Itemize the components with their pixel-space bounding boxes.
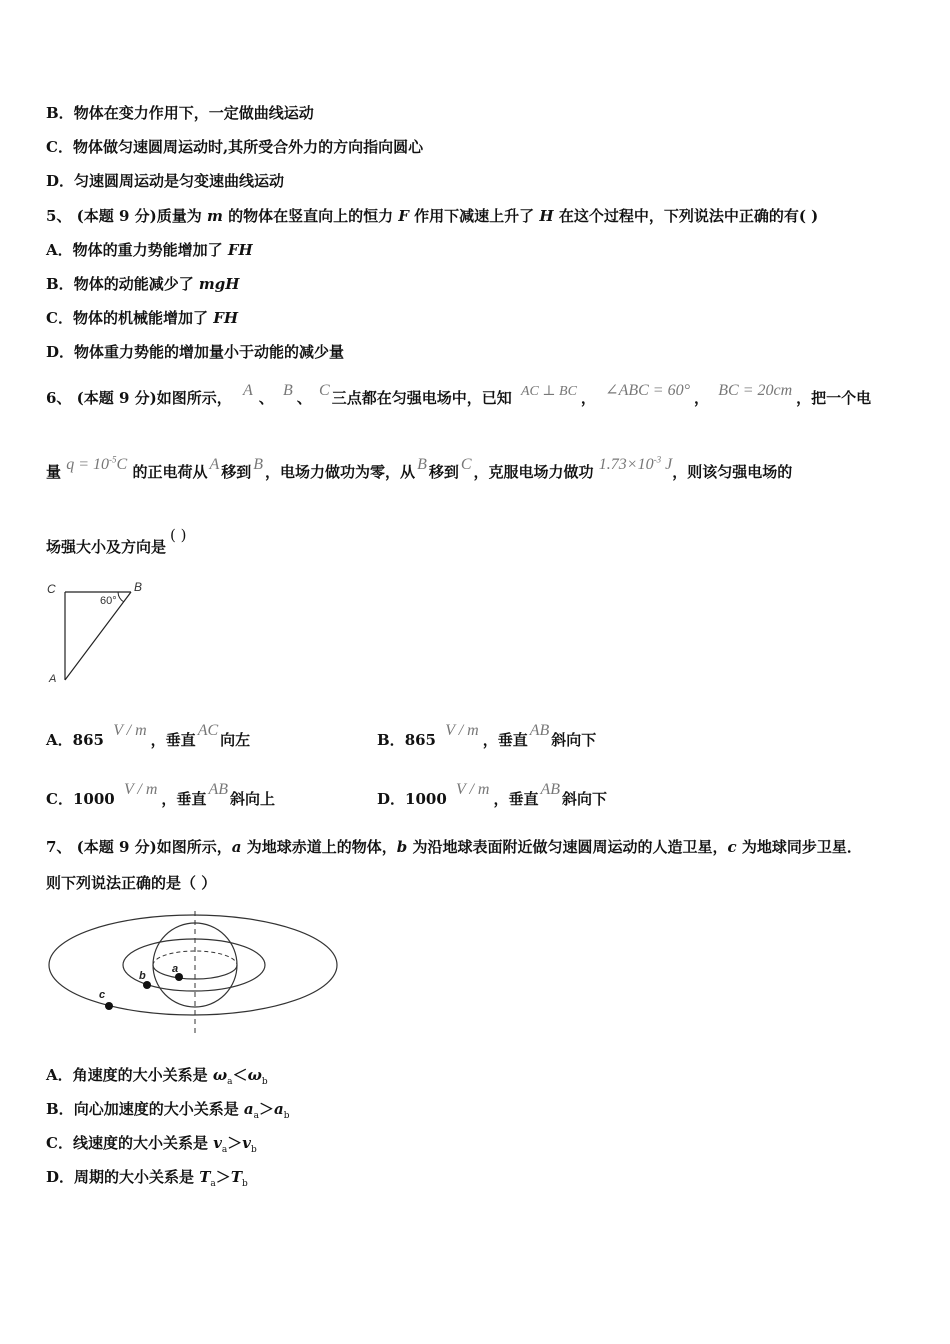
option-symbol: ω [247, 1066, 262, 1084]
option-subscript: b [261, 1077, 268, 1087]
option-text: ，垂直 [150, 731, 196, 749]
q7-stem-line2 [46, 872, 216, 893]
q5-option-d [46, 341, 344, 362]
option-text: ，垂直 [482, 731, 528, 749]
q6-text: 场强大小及方向是 [46, 538, 167, 556]
q6-text: ，电场力做功为零，从 [265, 463, 416, 481]
q5-stem-text: 5、 (本题 9 分)质量为 [46, 207, 207, 225]
q6-text: 移到 [221, 463, 252, 481]
q7-text: 则下列说法正确的是（ ） [46, 874, 217, 892]
option-unit: V / m [123, 781, 158, 798]
option-label: D． [46, 1168, 75, 1186]
option-label: D． [46, 172, 75, 190]
q6-text: 量 [46, 463, 62, 481]
option-segment: AB [208, 781, 228, 798]
segment-ab [65, 592, 131, 680]
label-a: A [49, 673, 57, 685]
option-value: 865 [72, 731, 104, 749]
q6-math-exp: -3 [653, 454, 662, 465]
option-symbol: a [243, 1100, 254, 1118]
q6-text: 移到 [428, 463, 459, 481]
q6-math-b: B [253, 456, 264, 473]
angle-arc [118, 592, 124, 602]
option-subscript: a [227, 1077, 233, 1087]
option-text: 物体重力势能的增加量小于动能的减少量 [74, 343, 345, 361]
option-unit: V / m [456, 781, 490, 798]
q5-option-b [46, 273, 239, 294]
q6-text: ，则该匀强电场的 [672, 463, 793, 481]
q6-text: 、 [258, 389, 274, 407]
label-b: b [139, 970, 146, 982]
option-subscript: a [253, 1111, 260, 1121]
q5-option-c [46, 307, 238, 328]
q7-text: 为沿地球表面附近做匀速圆周运动的人造卫星， [407, 838, 728, 856]
option-text: 物体在变力作用下，一定做曲线运动 [73, 104, 314, 122]
q7-option-a [46, 1064, 268, 1087]
q6-math-c: C [460, 456, 472, 473]
option-subscript: a [221, 1145, 228, 1155]
option-label: C． [46, 1134, 73, 1152]
option-symbol: T [230, 1168, 242, 1186]
q7-option-d [46, 1166, 248, 1189]
option-text: 匀速圆周运动是匀变速曲线运动 [74, 172, 285, 190]
q6-text: ，克服电场力做功 [473, 463, 594, 481]
q6-math-perp: AC ⊥ BC [520, 384, 577, 399]
geostationary-orbit [49, 915, 337, 1015]
option-subscript: b [241, 1179, 248, 1189]
q6-option-d [377, 781, 608, 809]
option-label: C． [46, 790, 73, 808]
option-relation: ＞ [259, 1100, 275, 1118]
option-text: 物体的动能减少了 [73, 275, 199, 293]
option-subscript: b [283, 1111, 290, 1121]
option-label: B． [46, 275, 74, 293]
q6-option-a [46, 722, 251, 750]
q6-math-a: A [242, 382, 253, 399]
q4-option-c [46, 136, 423, 157]
q6-text: ， [580, 389, 596, 407]
label-a: a [172, 963, 179, 975]
label-b: B [134, 580, 143, 594]
q7-var-c: c [727, 838, 737, 856]
option-unit: V / m [445, 722, 479, 739]
q7-text: 7、 (本题 9 分)如图所示， [46, 838, 232, 856]
option-text: 物体做匀速圆周运动时,其所受合外力的方向指向圆心 [72, 138, 424, 156]
q7-stem-line1 [46, 836, 862, 857]
q7-option-b [46, 1098, 290, 1121]
q6-option-b [377, 722, 597, 750]
option-symbol: v [213, 1134, 222, 1152]
option-label: D． [46, 343, 75, 361]
option-symbol: ω [212, 1066, 228, 1084]
option-label: D． [377, 790, 406, 808]
option-label: A． [46, 241, 73, 259]
q4-option-b [46, 102, 314, 123]
q6-math-b: B [283, 382, 293, 399]
q5-stem-text: 作用下减速上升了 [408, 207, 540, 225]
satellite-b-dot [143, 981, 151, 989]
q6-math-unit: J [661, 456, 673, 473]
option-text: 向心加速度的大小关系是 [73, 1100, 244, 1118]
q6-stem-line1 [46, 382, 872, 408]
q6-math-unit: C [116, 456, 128, 473]
q6-text: 、 [296, 389, 312, 407]
q5-var-m: m [206, 207, 223, 225]
q6-triangle-figure [40, 575, 160, 690]
q5-stem-text: 在这个过程中，下列说法中正确的有( ) [553, 207, 819, 225]
option-relation: ＞ [227, 1134, 243, 1152]
option-text: 周期的大小关系是 [74, 1168, 200, 1186]
q6-math-angle: ∠ABC = 60° [605, 382, 690, 399]
q6-math-c: C [319, 382, 330, 399]
option-relation: ＞ [215, 1168, 231, 1186]
option-text: ，垂直 [161, 790, 207, 808]
label-c: C [47, 582, 56, 596]
q6-text: ， [694, 389, 710, 407]
q7-var-a: a [231, 838, 242, 856]
option-subscript: b [251, 1145, 257, 1155]
option-text: 物体的重力势能增加了 [72, 241, 228, 259]
q5-option-a [46, 239, 253, 260]
q7-var-b: b [396, 838, 408, 856]
option-segment: AB [540, 781, 561, 798]
option-value: 1000 [405, 790, 447, 808]
q6-text: 三点都在匀强电场中，已知 [331, 389, 512, 407]
q5-stem-text: 的物体在竖直向上的恒力 [222, 207, 399, 225]
option-subscript: a [210, 1179, 216, 1189]
q7-option-c [46, 1132, 257, 1155]
q6-math-a: A [209, 456, 220, 473]
option-label: B． [377, 731, 405, 749]
q7-text: 为地球赤道上的物体， [241, 838, 397, 856]
q6-stem-line2 [46, 454, 793, 482]
option-symbol: a [274, 1100, 284, 1118]
option-label: A． [46, 1066, 73, 1084]
option-text: 斜向下 [551, 731, 597, 749]
option-text: 向左 [220, 731, 251, 749]
option-text: 斜向上 [229, 790, 275, 808]
q6-math-work: 1.73×10 [598, 456, 654, 473]
option-segment: AB [529, 722, 550, 739]
q6-option-c [46, 781, 275, 809]
option-text: 角速度的大小关系是 [72, 1066, 213, 1084]
option-segment: AC [197, 722, 219, 739]
option-math: FH [227, 241, 253, 259]
option-math: FH [213, 309, 239, 327]
option-label: B． [46, 104, 74, 122]
q6-math-bc: BC = 20cm [718, 382, 793, 399]
q7-orbit-figure [40, 908, 350, 1038]
q6-math-b: B [417, 456, 427, 473]
q6-math-q: q = 10 [66, 456, 110, 473]
q7-text: 为地球同步卫星． [736, 838, 862, 856]
q5-stem [46, 205, 818, 226]
option-text: 物体的机械能增加了 [72, 309, 214, 327]
answer-bracket: ( ) [170, 526, 187, 544]
q4-option-d [46, 170, 284, 191]
option-relation: ＜ [232, 1066, 248, 1084]
q6-stem-line3 [46, 526, 187, 557]
option-symbol: T [199, 1168, 211, 1186]
option-text: 斜向下 [562, 790, 608, 808]
option-text: 线速度的大小关系是 [72, 1134, 214, 1152]
q5-var-h: H [539, 207, 554, 225]
option-symbol: v [242, 1134, 252, 1152]
q6-text: 的正电荷从 [132, 463, 208, 481]
label-c: c [99, 989, 106, 1001]
q6-text: ，把一个电 [796, 389, 872, 407]
q6-math-exp: -5 [109, 454, 117, 465]
option-unit: V / m [113, 722, 147, 739]
satellite-c-dot [105, 1002, 113, 1010]
option-label: A． [46, 731, 73, 749]
q5-var-f: F [398, 207, 409, 225]
option-label: C． [46, 138, 73, 156]
option-text: ，垂直 [493, 790, 539, 808]
option-math: mgH [198, 275, 240, 293]
label-angle: 60° [100, 595, 117, 607]
option-label: C． [46, 309, 73, 327]
option-value: 1000 [72, 790, 115, 808]
q6-text: 6、 (本题 9 分)如图所示， [46, 389, 232, 407]
option-value: 865 [404, 731, 436, 749]
option-label: B． [46, 1100, 74, 1118]
